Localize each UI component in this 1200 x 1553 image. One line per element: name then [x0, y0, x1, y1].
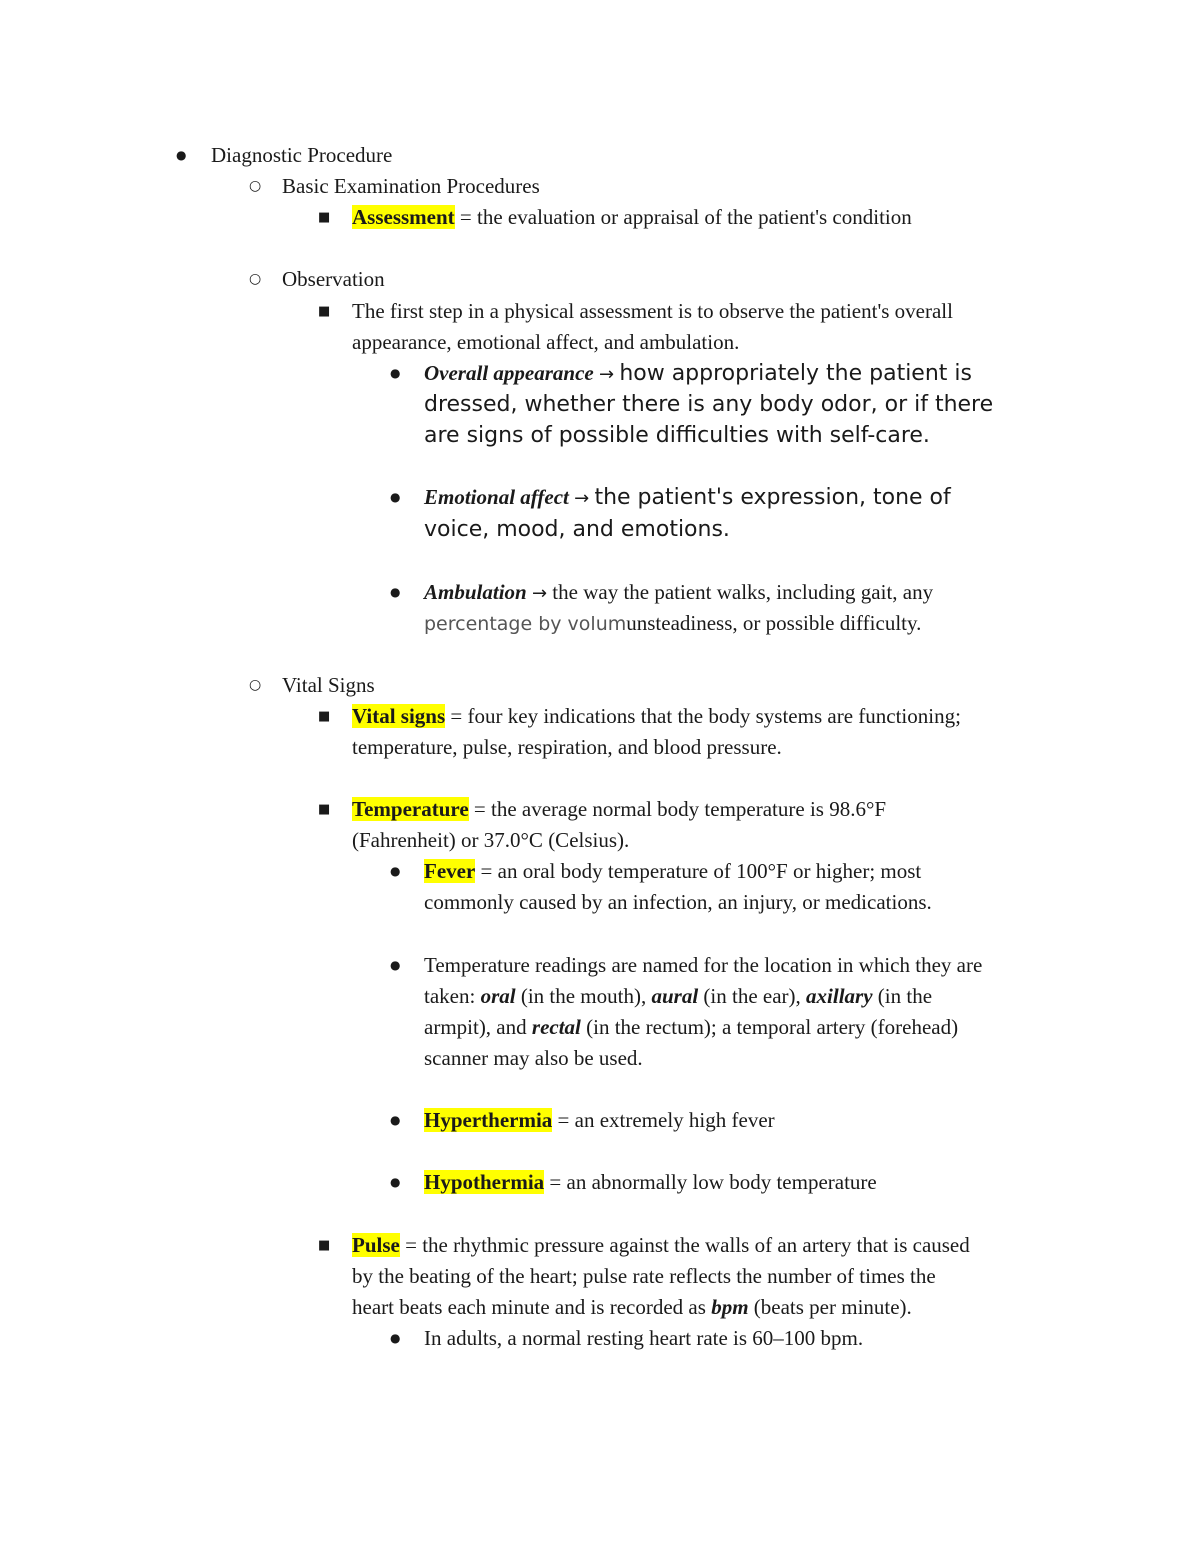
term-hyperthermia: Hyperthermia [424, 1108, 553, 1132]
rectum-text: (in the rectum); a temporal artery (forehead) [580, 1015, 959, 1039]
temperature-def: the average normal body temperature is 98.6°F [491, 797, 887, 821]
fever-line1 [424, 856, 921, 887]
pulse-line3-prefix: heart beats each minute and is recorded as [352, 1295, 712, 1319]
equals-sign: = [475, 859, 498, 883]
vital-signs-line2: temperature, pulse, respiration, and blood pressure. [352, 735, 782, 759]
term-emotional-affect: Emotional affect [424, 485, 569, 509]
vital-signs-line1 [352, 701, 961, 732]
heading-observation: Observation [282, 267, 385, 291]
term-fever: Fever [424, 859, 476, 883]
bullet-square: ■ [318, 709, 331, 724]
bullet-disc: ● [176, 148, 187, 162]
arrow-icon: → [598, 364, 615, 385]
equals-sign: = [468, 797, 491, 821]
emotional-affect-line1 [424, 482, 951, 514]
bullet-disc: ● [390, 1331, 401, 1345]
equals-sign: = [399, 1233, 423, 1257]
adult-heart-rate-line: In adults, a normal resting heart rate is 60–100 bpm. [424, 1326, 864, 1350]
ambulation-line1 [424, 577, 933, 609]
bullet-disc: ● [390, 864, 401, 878]
bullet-circle: ○ [249, 677, 262, 693]
overall-appearance-line3: are signs of possible difficulties with self-care. [424, 423, 930, 448]
arrow-icon: → [531, 583, 548, 604]
hypothermia-def: an abnormally low body temperature [566, 1170, 877, 1194]
temperature-line1 [352, 794, 886, 825]
term-assessment: Assessment [352, 205, 455, 229]
readings-taken: taken: [424, 984, 481, 1008]
assessment-def-text: the evaluation or appraisal of the patient's condition [477, 205, 912, 229]
bullet-circle: ○ [249, 271, 262, 287]
emotional-affect-line2: voice, mood, and emotions. [424, 517, 730, 542]
heading-basic-examination: Basic Examination Procedures [282, 174, 540, 198]
ambulation-line1-text: the way the patient walks, including gait, any [552, 580, 934, 604]
term-rectal: rectal [531, 1015, 581, 1039]
equals-sign: = [445, 704, 468, 728]
pulse-line1 [352, 1230, 970, 1261]
temperature-line2: (Fahrenheit) or 37.0°C (Celsius). [352, 828, 630, 852]
term-vital-signs: Vital signs [352, 704, 446, 728]
term-oral: oral [480, 984, 516, 1008]
vital-signs-def: four key indications that the body systems are functioning; [467, 704, 961, 728]
bullet-circle: ○ [249, 178, 262, 194]
bullet-disc: ● [390, 490, 401, 504]
bullet-square: ■ [318, 210, 331, 225]
observation-intro-line1: The first step in a physical assessment is to observe the patient's overall [352, 299, 953, 323]
overall-line1-text: how appropriately the patient is [619, 361, 972, 386]
equals-sign: = [552, 1108, 575, 1132]
fever-def: an oral body temperature of 100°F or higher; most [497, 859, 922, 883]
readings-line2 [424, 981, 932, 1012]
term-overall-appearance: Overall appearance [424, 361, 594, 385]
bullet-square: ■ [318, 304, 331, 319]
term-aural: aural [651, 984, 699, 1008]
ambulation-line2-text: unsteadiness, or possible difficulty. [626, 611, 922, 635]
ambulation-line2 [424, 608, 921, 640]
in-ear: (in the ear), [698, 984, 807, 1008]
fever-line2: commonly caused by an infection, an injury, or medications. [424, 890, 932, 914]
bullet-disc: ● [390, 958, 401, 972]
term-axillary: axillary [806, 984, 873, 1008]
armpit-text: armpit), and [424, 1015, 532, 1039]
overall-appearance-line2: dressed, whether there is any body odor, or if there [424, 392, 994, 417]
equals-sign: = [544, 1170, 567, 1194]
pulse-def: the rhythmic pressure against the walls of an artery that is caused [422, 1233, 970, 1257]
bullet-disc: ● [390, 1113, 401, 1127]
readings-line3 [424, 1012, 958, 1043]
observation-intro-line2: appearance, emotional affect, and ambulation. [352, 330, 740, 354]
overall-appearance-line1 [424, 358, 972, 390]
term-hypothermia: Hypothermia [424, 1170, 545, 1194]
stray-text: percentage by volum [424, 613, 627, 635]
heading-vital-signs: Vital Signs [282, 673, 375, 697]
hyperthermia-def: an extremely high fever [574, 1108, 775, 1132]
term-ambulation: Ambulation [424, 580, 527, 604]
in-mouth: (in the mouth), [515, 984, 652, 1008]
bullet-square: ■ [318, 802, 331, 817]
term-pulse: Pulse [352, 1233, 400, 1257]
equals-sign: = [454, 205, 478, 229]
bullet-disc: ● [390, 366, 401, 380]
heading-diagnostic-procedure: Diagnostic Procedure [211, 143, 393, 167]
bullet-disc: ● [390, 1175, 401, 1189]
pulse-line3-suffix: (beats per minute). [748, 1295, 912, 1319]
assessment-definition [352, 202, 912, 233]
readings-line4: scanner may also be used. [424, 1046, 643, 1070]
in-the: (in the [872, 984, 933, 1008]
pulse-line2: by the beating of the heart; pulse rate reflects the number of times the [352, 1264, 936, 1288]
pulse-line3 [352, 1292, 912, 1323]
term-temperature: Temperature [352, 797, 469, 821]
hyperthermia-line [424, 1105, 775, 1136]
emotional-line1-text: the patient's expression, tone of [594, 485, 951, 510]
arrow-icon: → [574, 488, 590, 509]
hypothermia-line [424, 1167, 877, 1198]
bullet-disc: ● [390, 585, 401, 599]
readings-line1: Temperature readings are named for the location in which they are [424, 953, 983, 977]
bullet-square: ■ [318, 1238, 331, 1253]
term-bpm: bpm [711, 1295, 749, 1319]
